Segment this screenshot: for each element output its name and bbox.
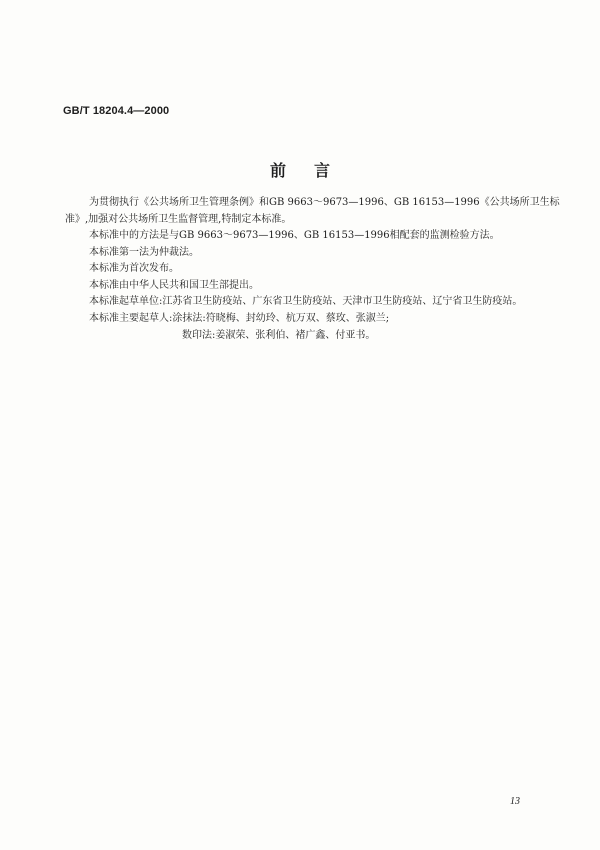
- paragraph-1-line-2: 准》,加强对公共场所卫生监督管理,特制定本标准。: [65, 214, 292, 225]
- page-title: 前言: [269, 161, 358, 180]
- paragraph-2: 本标准中的方法是与GB 9663～9673—1996、GB 16153—1996相配套的监测检验方法。: [89, 230, 500, 241]
- paragraph-1-line-1: 为贯彻执行《公共场所卫生管理条例》和GB 9663～9673—1996、GB 16153—1996《公共场所卫生标: [89, 197, 560, 208]
- page-number: 13: [510, 796, 520, 807]
- paragraph-3: 本标准第一法为仲裁法。: [89, 247, 199, 258]
- paragraph-4: 本标准为首次发布。: [89, 263, 179, 274]
- paragraph-5: 本标准由中华人民共和国卫生部提出。: [89, 280, 259, 291]
- paragraph-7-line-2: 数印法:姜淑荣、张利伯、褚广鑫、付亚书。: [182, 330, 376, 341]
- standard-code: GB/T 18204.4—2000: [63, 105, 170, 117]
- paragraph-6: 本标准起草单位:江苏省卫生防疫站、广东省卫生防疫站、天津市卫生防疫站、辽宁省卫生防疫站。: [89, 296, 523, 307]
- paragraph-7-line-1: 本标准主要起草人:涂抹法:符晓梅、封幼玲、杭万双、蔡玫、张淑兰;: [89, 313, 390, 324]
